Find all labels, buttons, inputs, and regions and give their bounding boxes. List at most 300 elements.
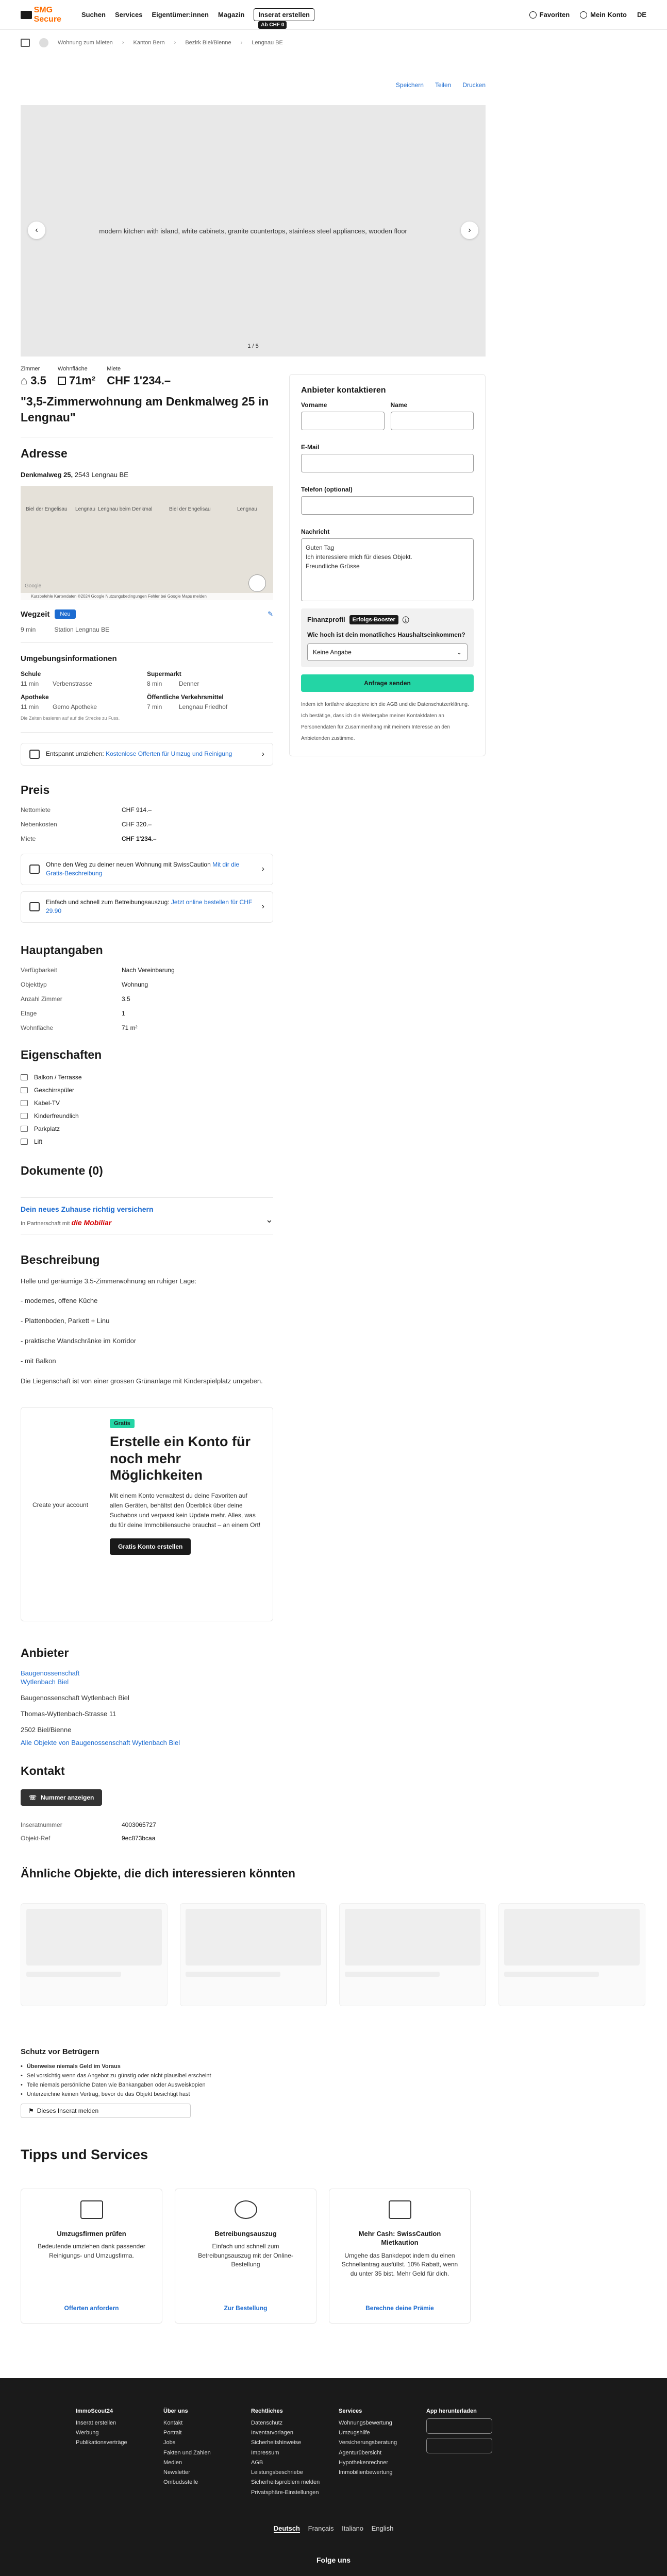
feature-label: Kabel-TV [34,1099,60,1107]
price-label: Nebenkosten [21,821,57,828]
footer-link[interactable]: Datenschutz [251,2419,283,2426]
income-select[interactable] [307,643,468,661]
footer-link[interactable]: Sicherheitshinweise [251,2439,302,2446]
tip-desc: Bedeutende umziehen dank passender Reinigungs- und Umzugsfirma. [38,2243,145,2259]
card-placeholder-image [26,1909,162,1965]
feature-item [21,1110,273,1123]
breadcrumb-item[interactable]: Lengnau BE [252,40,283,46]
footer-link[interactable]: Werbung [76,2430,99,2436]
nav-item-services[interactable]: Services [114,11,143,19]
footer-column [163,2408,251,2498]
address-city: 2543 Lengnau BE [74,471,128,479]
provider-info [21,1669,273,1747]
balcony-icon [21,1074,28,1080]
info-icon[interactable]: ⓘ [402,616,409,624]
price-label: Miete [21,835,36,843]
map-label: Biel der Engelisau [169,506,211,513]
info-label: Verfügbarkeit [21,966,57,974]
infrastructure-row [147,703,273,710]
tv-icon [21,1100,28,1106]
dishwasher-icon [21,1087,28,1093]
extract-promo[interactable] [21,891,273,923]
tips-heading: Tipps und Services [21,2146,148,2162]
provider-heading: Anbieter [21,1646,69,1660]
new-badge: Neu [55,609,75,619]
favorites-label: Favoriten [539,10,570,19]
infrastructure-item [147,693,273,710]
infrastructure-item [21,693,147,710]
free-badge: Gratis [110,1419,135,1428]
infrastructure-name: Lengnau Friedhof [179,703,228,711]
rooms-label: Zimmer [21,366,40,372]
signup-content [110,1419,261,1609]
fraud-item: • Teile niemals persönliche Daten wie Bankangaben oder Ausweiskopien [21,2082,646,2088]
signup-body: Mit einem Konto verwaltest du deine Favoriten auf allen Geräten, behältst den Überblick über deine Suchabos und verpasst kein Update mehr. Alles, was du für deine Immobiliensuche brauchst – an einem Ort! [110,1492,261,1529]
language-option[interactable]: English [371,2524,394,2532]
travel-time-label: Wegzeit [21,609,50,619]
finance-profile-label: Finanzprofil [307,616,345,623]
footer-column-title: App herunterladen [426,2408,477,2414]
area-value: 71m² [69,374,96,387]
footer-link[interactable]: Portrait [163,2430,182,2436]
logo[interactable] [21,6,81,24]
fraud-protection [21,2047,646,2118]
infrastructure-name: Gemo Apotheke [53,703,97,711]
gallery-pager: 1 / 5 [247,343,259,349]
caution-promo[interactable] [21,854,273,885]
similar-card[interactable] [339,1903,486,2006]
id-value: 4003065727 [122,1821,156,1828]
price-heading: Preis [21,783,50,797]
tip-link[interactable]: Berechne deine Prämie [365,2304,434,2312]
footer-column [251,2408,339,2498]
similar-card[interactable] [21,1903,168,2006]
description-paragraph: - Plattenboden, Parkett + Linu [21,1317,110,1325]
edit-icon[interactable]: ✎ [268,610,273,618]
feature-item [21,1136,273,1148]
footer-link[interactable]: Sicherheitsproblem melden [251,2479,320,2486]
breadcrumb [21,30,646,56]
child-icon [21,1113,28,1119]
insurance-partner-label: In Partnerschaft mit [21,1220,70,1227]
breadcrumb-separator: › [240,40,243,46]
rooms-fact [21,366,46,387]
feature-item [21,1097,273,1110]
chevron-right-icon[interactable]: › [461,222,478,239]
card-placeholder-image [345,1909,480,1965]
info-label: Objekttyp [21,980,47,988]
finance-profile-header [307,615,468,624]
tip-link[interactable]: Zur Bestellung [224,2304,268,2312]
footer-link[interactable]: Agenturübersicht [339,2449,382,2456]
income-question: Wie hoch ist dein monatliches Haushaltseinkommen? [307,631,465,638]
phone-field[interactable] [301,496,474,515]
footer-link[interactable]: Newsletter [163,2469,190,2476]
rooms-icon: ⌂ [21,374,28,387]
footer-column-title: ImmoScout24 [76,2408,113,2414]
travel-time [21,609,273,619]
footer-link[interactable]: Inserat erstellen [76,2419,116,2426]
email-field[interactable] [301,454,474,472]
infrastructure-item [147,670,273,687]
create-listing-label: Inserat erstellen [258,11,310,19]
rent-label: Miete [107,366,121,372]
language-option[interactable]: Italiano [342,2524,364,2532]
footer-link[interactable]: Leistungsbeschriebe [251,2469,303,2476]
flag-icon: ⚑ [28,2107,34,2114]
map-label: Lengnau [237,506,257,513]
area-label: Wohnfläche [57,366,88,372]
rent-value: CHF 1'234.– [107,374,171,387]
description-paragraph: - modernes, offene Küche [21,1297,98,1305]
card-placeholder-image [504,1909,640,1965]
price-value: CHF 320.– [122,821,152,828]
provider-all-objects-link[interactable]: Alle Objekte von Baugenossenschaft Wytlenbach Biel [21,1738,180,1747]
print-button[interactable]: Drucken [462,81,486,89]
moving-promo-text [46,750,256,758]
price-value: CHF 1'234.– [122,835,157,843]
language-option[interactable]: Deutsch [273,2524,300,2532]
provider-line: Baugenossenschaft Wytlenbach Biel [21,1694,129,1702]
phone-icon: ☏ [29,1793,37,1801]
info-label: Wohnfläche [21,1024,54,1031]
contact-heading: Kontakt [21,1764,65,1777]
infrastructure-type: Schule [21,670,41,678]
card-placeholder-line [504,1972,599,1977]
listing-actions [21,74,486,96]
tip-desc: Einfach und schnell zum Betreibungsauszug mit der Online-Bestellung [198,2243,293,2268]
description-paragraph: Die Liegenschaft ist von einer grossen Grünanlage mit Kinderspielplatz umgeben. [21,1377,263,1385]
description [21,1253,273,1387]
travel-time-station: Station Lengnau BE [54,626,110,634]
tip-card [21,2189,162,2324]
home-icon[interactable] [21,39,30,47]
truck-icon [29,750,40,759]
caution-promo-link[interactable]: Mit dir die Gratis-Beschreibung [46,861,240,877]
id-label: Objekt-Ref [21,1834,51,1842]
footer-columns [76,2408,591,2498]
parking-icon [21,1126,28,1132]
infrastructure-note: Die Zeiten basieren auf auf die Strecke zu Fuss. [21,716,120,721]
footer-link[interactable]: Hypothekenrechner [339,2459,389,2466]
contact-form-title: Anbieter kontaktieren [301,386,386,395]
app-store-badge[interactable] [426,2418,492,2434]
chevron-down-icon: ⌄ [265,1214,273,1225]
footer-link[interactable]: Immobilienbewertung [339,2469,393,2476]
certificate-icon [235,2200,257,2219]
chevron-right-icon: › [261,902,264,911]
report-listing-button[interactable] [21,2104,191,2118]
breadcrumb-item[interactable]: Bezirk Biel/Bienne [185,40,231,46]
top-navigation [0,0,667,30]
footer-column-title: Services [339,2408,362,2414]
footer-column-title: Rechtliches [251,2408,283,2414]
feature-label: Kinderfreundlich [34,1112,79,1120]
features-list [21,1071,273,1148]
fullscreen-icon[interactable] [248,574,266,592]
infrastructure-row [21,703,147,710]
footer-column [76,2408,163,2498]
tip-desc: Umgehe das Bankdepot indem du einen Schnellantrag ausfüllst. 10% Rabatt, wenn du unter 35 bist. Mehr Geld für dich. [341,2251,458,2277]
infrastructure-heading: Umgebungsinformationen [21,654,117,664]
card-placeholder-line [26,1972,121,1977]
mobiliar-logo: die Mobiliar [71,1218,112,1227]
divider [21,732,273,733]
info-label: Anzahl Zimmer [21,995,62,1003]
tip-link[interactable]: Offerten anfordern [64,2304,119,2312]
fraud-item: • Überweise niemals Geld im Voraus [21,2063,646,2070]
show-number-button[interactable] [21,1789,102,1806]
rent-fact [107,366,171,387]
address-street: Denkmalweg 25, [21,471,73,479]
google-play-badge[interactable] [426,2438,492,2453]
chevron-left-icon[interactable]: ‹ [28,222,45,239]
footer-link[interactable]: Versicherungsberatung [339,2439,397,2446]
map-terms: Kurzbefehle Kartendaten ©2024 Google Nutzungsbedingungen Fehler bei Google Maps melden [21,593,273,600]
heart-icon [529,11,537,19]
footer-link[interactable]: Jobs [163,2439,176,2446]
infrastructure-name: Denner [179,680,199,688]
contact-form [289,374,486,756]
divider [21,642,273,643]
insurance-partner [21,1218,273,1227]
insurance-title: Dein neues Zuhause richtig versichern [21,1205,154,1213]
breadcrumb-separator: › [174,40,176,46]
footer-link[interactable]: AGB [251,2459,263,2466]
firstname-group [301,395,385,430]
caution-promo-text [46,860,256,878]
create-listing-button[interactable] [254,8,314,28]
footer-column-title: Über uns [163,2408,188,2414]
name-row [301,395,474,430]
extract-promo-link[interactable]: Jetzt online bestellen für CHF 29.90 [46,898,253,915]
info-value: 1 [122,1009,125,1017]
address-text [21,471,273,479]
price-label: Nettomiete [21,806,51,814]
description-paragraph: - mit Balkon [21,1357,56,1365]
similar-card[interactable] [180,1903,327,2006]
infrastructure-time: 8 min [147,680,162,688]
image-gallery[interactable] [21,105,486,357]
certificate-icon [29,902,40,911]
document-icon [29,865,40,874]
tips-cards [21,2189,646,2324]
favorites-link[interactable] [529,11,570,19]
footer-link[interactable]: Fakten und Zahlen [163,2449,211,2456]
tip-title: Betreibungsauszug [214,2229,277,2238]
footer-column [426,2408,514,2498]
infrastructure-list [21,670,273,710]
footer-link[interactable]: Inventarvorlagen [251,2430,293,2436]
moving-promo[interactable] [21,743,273,766]
back-icon[interactable] [39,38,48,47]
caution-promo-lead: Ohne den Weg zu deiner neuen Wohnung mit SwissCaution [46,861,213,869]
signup-heading: Erstelle ein Konto für noch mehr Möglichkeiten [110,1434,251,1483]
footer-link[interactable]: Privatsphäre-Einstellungen [251,2489,319,2496]
phone-label: Telefon (optional) [301,486,353,493]
infrastructure-type: Öffentliche Verkehrsmittel [147,693,224,701]
fraud-list [21,2063,646,2097]
gallery-caption: modern kitchen with island, white cabinets, granite countertops, stainless steel appliances, wooden floor [99,227,407,235]
fraud-heading: Schutz vor Betrügern [21,2047,99,2056]
lift-icon [21,1139,28,1145]
map-label: Lengnau beim Denkmal [98,506,153,513]
logo-text: SMG Secure [34,5,61,24]
map[interactable] [21,486,273,600]
description-paragraph: Helle und geräumige 3.5-Zimmerwohnung an ruhiger Lage: [21,1277,197,1285]
feature-item [21,1071,273,1084]
similar-listings [21,1903,646,2006]
tip-card [329,2189,471,2324]
moving-promo-link[interactable]: Kostenlose Offerten für Umzug und Reinigung [106,750,232,758]
feature-label: Parkplatz [34,1125,60,1133]
show-number-label: Nummer anzeigen [41,1793,94,1801]
price-table [21,806,273,842]
listing-ids [21,1821,273,1842]
infrastructure-row [147,680,273,687]
shield-icon [389,2200,411,2219]
infrastructure-item [21,670,147,687]
feature-label: Geschirrspüler [34,1087,75,1094]
area-icon [58,377,66,385]
footer-link[interactable]: Kontakt [163,2419,183,2426]
infrastructure-type: Supermarkt [147,670,181,678]
save-button[interactable]: Speichern [395,81,424,89]
description-heading: Beschreibung [21,1252,100,1266]
chevron-right-icon: › [261,750,264,759]
signup-illustration-alt: Create your account [32,1501,89,1509]
infrastructure-time: 11 min [21,680,39,688]
infrastructure-type: Apotheke [21,693,49,701]
account-label: Mein Konto [590,10,627,19]
features-heading: Eigenschaften [21,1047,102,1061]
signup-card [21,1407,273,1621]
documents-heading: Dokumente (0) [21,1163,103,1177]
info-value: 3.5 [122,995,130,1003]
infrastructure-name: Verbenstrasse [53,680,92,688]
insurance-promo[interactable] [21,1197,273,1234]
listing-title: "3,5-Zimmerwohnung am Denkmalweg 25 in Lengnau" [21,395,269,425]
address-heading: Adresse [21,447,68,461]
card-placeholder-image [186,1909,321,1965]
provider-link[interactable]: Baugenossenschaft Wytlenbach Biel [21,1669,80,1686]
main-column [21,366,273,1842]
similar-card[interactable] [498,1903,645,2006]
follow-heading: Folge uns [316,2555,351,2564]
infrastructure-time: 11 min [21,703,39,711]
footer [0,2378,667,2576]
create-account-button[interactable]: Gratis Konto erstellen [110,1538,191,1555]
footer-link[interactable]: Impressum [251,2449,279,2456]
legal-notice: Indem ich fortfahre akzeptiere ich die AGB und die Datenschutzerklärung. Ich bestätige, dass ich die Weitergabe meiner Kontaktdaten an Personendaten für Zusammenhang mit meinem Interesse an den Anbietenden zustimme. [301,701,469,741]
language-option[interactable]: Français [308,2524,334,2532]
extract-promo-text [46,898,256,916]
tip-card [175,2189,316,2324]
map-brand: Google [25,583,42,589]
feature-label: Balkon / Terrasse [34,1074,82,1081]
content-area [21,366,646,1842]
price-value: CHF 914.– [122,806,152,814]
map-label: Biel der Engelisau [26,506,68,513]
tip-title: Umzugsfirmen prüfen [57,2229,126,2238]
lastname-field[interactable] [391,412,474,430]
fraud-item: • Unterzeichne keinen Vertrag, bevor du das Objekt besichtigt hast [21,2091,646,2097]
area-fact [58,366,95,387]
firstname-label: Vorname [301,401,327,409]
id-label: Inseratnummer [21,1821,62,1828]
card-placeholder-line [186,1972,280,1977]
main-nav [81,8,314,28]
feature-item [21,1084,273,1097]
email-label: E-Mail [301,444,320,451]
fraud-item: • Sei vorsichtig wenn das Angebot zu günstig oder nicht plausibel erscheint [21,2073,646,2079]
similar-heading: Ähnliche Objekte, die dich interessieren könnten [21,1866,295,1880]
footer-link[interactable]: Ombudsstelle [163,2479,198,2486]
boost-badge: Erfolgs-Booster [349,615,398,624]
message-field[interactable]: Guten Tag Ich interessiere mich für dieses Objekt. Freundliche Grüsse [301,538,474,601]
breadcrumb-separator: › [122,40,124,46]
create-listing-badge: Ab CHF 0 [258,21,287,29]
page-content [21,30,646,2324]
share-button[interactable]: Teilen [435,81,452,89]
nav-item-eigentuemer[interactable]: Eigentümer:innen [152,11,209,19]
report-listing-label: Dieses Inserat melden [37,2107,99,2114]
language-switcher [21,2524,646,2532]
rooms-value: 3.5 [30,374,46,387]
feature-item [21,1123,273,1136]
infrastructure-row [21,680,147,687]
moving-truck-icon [80,2200,103,2219]
income-select-value: Keine Angabe [313,648,352,656]
area-value-row [58,374,95,387]
send-request-button[interactable]: Anfrage senden [301,674,474,692]
description-paragraph: - praktische Wandschränke im Korridor [21,1337,137,1345]
footer-link[interactable]: Medien [163,2459,182,2466]
key-facts [21,366,273,387]
firstname-field[interactable] [301,412,385,430]
tip-title: Mehr Cash: SwissCaution Mietkaution [358,2229,441,2247]
footer-link[interactable]: Publikationsverträge [76,2439,127,2446]
rooms-value-row [21,374,46,387]
language-select[interactable]: DE [637,11,646,19]
breadcrumb-item[interactable]: Kanton Bern [133,40,165,46]
info-value: Nach Vereinbarung [122,966,175,974]
extract-promo-lead: Einfach und schnell zum Betreibungsauszug: [46,898,171,906]
card-placeholder-line [345,1972,440,1977]
main-info-heading: Hauptangaben [21,943,103,957]
footer-link[interactable]: Umzugshilfe [339,2430,370,2436]
travel-time-result [21,626,273,633]
footer-link[interactable]: Wohnungsbewertung [339,2419,392,2426]
travel-time-value: 9 min [21,626,36,634]
id-value: 9ec873bcaa [122,1834,156,1842]
nav-item-magazin[interactable]: Magazin [218,11,245,19]
map-label: Lengnau [75,506,95,513]
user-icon [580,11,587,19]
breadcrumb-item[interactable]: Wohnung zum Mieten [58,40,113,46]
footer-column [339,2408,426,2498]
finance-profile [301,608,474,667]
provider-line: Thomas-Wyttenbach-Strasse 11 [21,1710,116,1718]
info-label: Etage [21,1009,37,1017]
header-actions [529,11,646,19]
chevron-down-icon: ⌄ [456,648,462,656]
lastname-label: Name [390,401,408,409]
chevron-right-icon: › [261,865,264,874]
account-link[interactable] [580,11,627,19]
message-label: Nachricht [301,528,330,535]
nav-item-suchen[interactable]: Suchen [81,11,106,19]
